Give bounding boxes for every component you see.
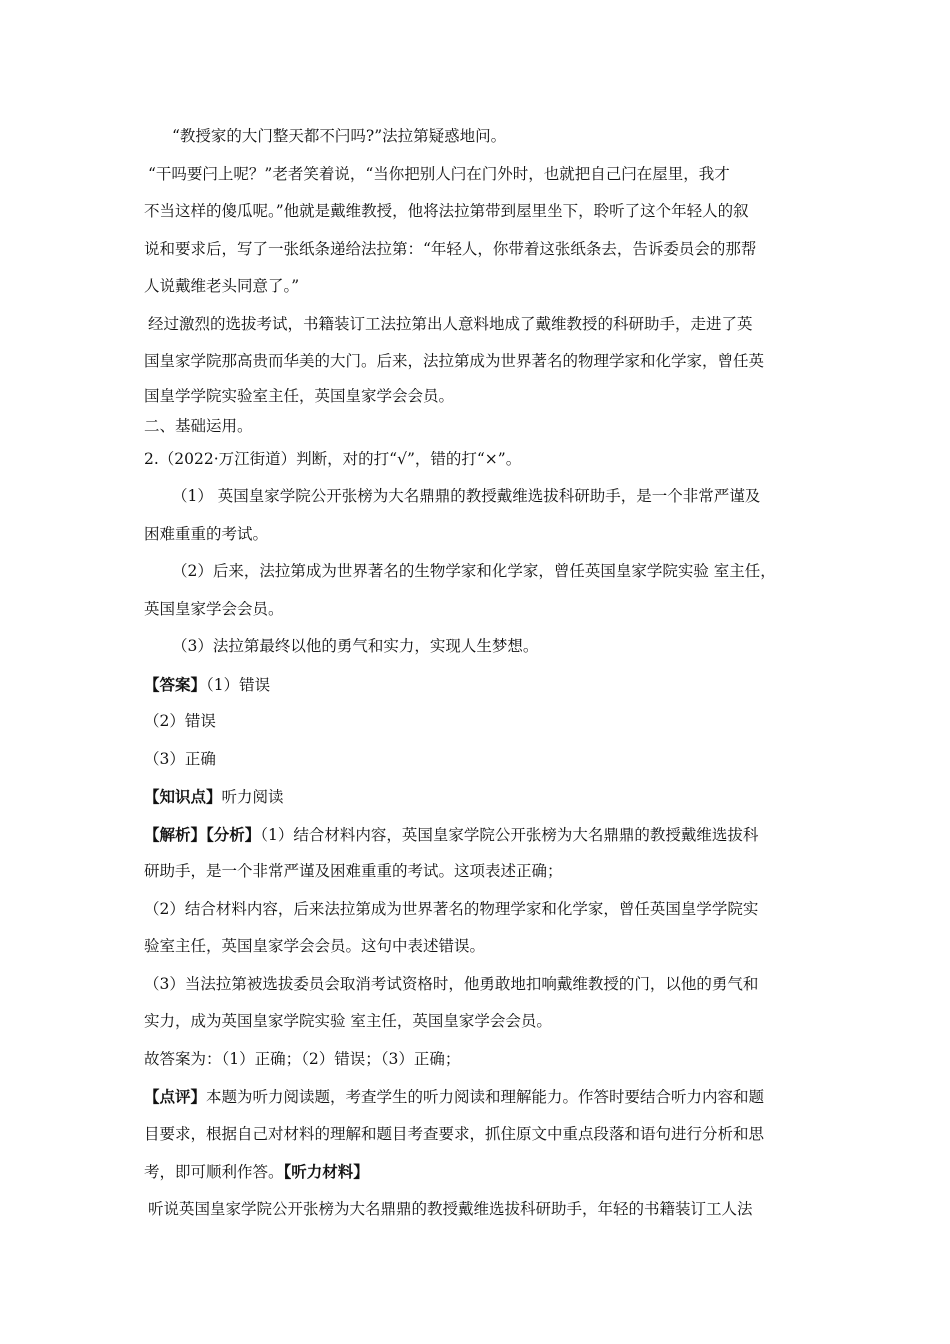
answer-line: （3）正确 [144,749,216,768]
comment-text: 本题为听力阅读题，考查学生的听力阅读和理解能力。作答时要结合听力内容和题 [206,1088,765,1106]
comment-line [144,1078,808,1116]
analysis-line: （2）结合材料内容，后来法拉第成为世界著名的物理学家和化学家，曾任英国皇学学院实 [144,899,759,918]
analysis-line: 实力，成为英国皇家学院实验 室主任，英国皇家学会会员。 [144,1012,552,1030]
analysis-label: 【解析】【分析】 [144,824,261,844]
material-label: 【听力材料】 [283,1162,369,1181]
story-line: “干吗要闩上呢？”老者笑着说，“当你把别人闩在门外时，也就把自己闩在屋里，我才 [148,164,730,183]
knowledge-text: 听力阅读 [221,788,284,806]
analysis-line: 验室主任，英国皇家学会会员。这句中表述错误。 [144,937,486,955]
document-page [144,118,808,1228]
analysis-line [144,816,808,854]
knowledge-line [144,778,808,816]
answer-text: （1）错误 [206,675,271,694]
comment-line [144,1153,808,1191]
story-line: 听说英国皇家学院公开张榜为大名鼎鼎的教授戴维选拔科研助手，年轻的书籍装订工人法 [148,1199,753,1218]
question-item: （2）后来，法拉第成为世界著名的生物学家和化学家，曾任英国皇家学院实验 室主任， [172,562,776,580]
answer-label: 【答案】 [144,674,207,694]
story-line: 国皇学学院实验室主任，英国皇家学会会员。 [144,386,455,405]
story-line: “教授家的大门整天都不闩吗?”法拉第疑惑地问。 [172,127,507,145]
story-line: 国皇家学院那高贵而华美的大门。后来，法拉第成为世界著名的物理学家和化学家，曾任英 [144,352,765,370]
comment-text: 考，即可顺利作答。 [144,1163,284,1181]
question-item: （1） 英国皇家学院公开张榜为大名鼎鼎的教授戴维选拔科研助手，是一个非常严谨及 [172,487,761,505]
question-item: 英国皇家学会会员。 [144,599,284,618]
analysis-text: （1）结合材料内容，英国皇家学院公开张榜为大名鼎鼎的教授戴维选拔科 [260,825,759,844]
question-title: 2.（2022·万江街道）判断，对的打“√”，错的打“×”。 [144,449,522,468]
knowledge-label: 【知识点】 [144,787,222,806]
section-heading: 二、基础运用。 [144,416,253,435]
question-item: （3）法拉第最终以他的勇气和实力，实现人生梦想。 [172,637,539,655]
question-item: 困难重重的考试。 [144,524,269,543]
story-line: 不当这样的傻瓜呢。”他就是戴维教授，他将法拉第带到屋里坐下，聆听了这个年轻人的叙 [144,202,749,220]
story-line: 人说戴维老头同意了。” [144,277,300,295]
analysis-line: 研助手，是一个非常严谨及困难重重的考试。这项表述正确； [144,862,563,880]
analysis-line: （3）当法拉第被选拔委员会取消考试资格时，他勇敢地扣响戴维教授的门，以他的勇气和 [144,974,759,993]
story-line: 说和要求后，写了一张纸条递给法拉第：“年轻人，你带着这张纸条去，告诉委员会的那帮 [144,239,757,258]
story-line: 经过激烈的选拔考试，书籍装订工法拉第出人意料地成了戴维教授的科研助手，走进了英 [148,314,753,333]
answer-line: （2）错误 [144,712,216,730]
comment-label: 【点评】 [144,1087,207,1106]
analysis-conclusion: 故答案为：（1）正确；（2）错误；（3）正确； [144,1049,461,1068]
comment-line: 目要求，根据自己对材料的理解和题目考查要求，抓住原文中重点段落和语句进行分析和思 [144,1124,765,1143]
answer-line [144,666,808,704]
